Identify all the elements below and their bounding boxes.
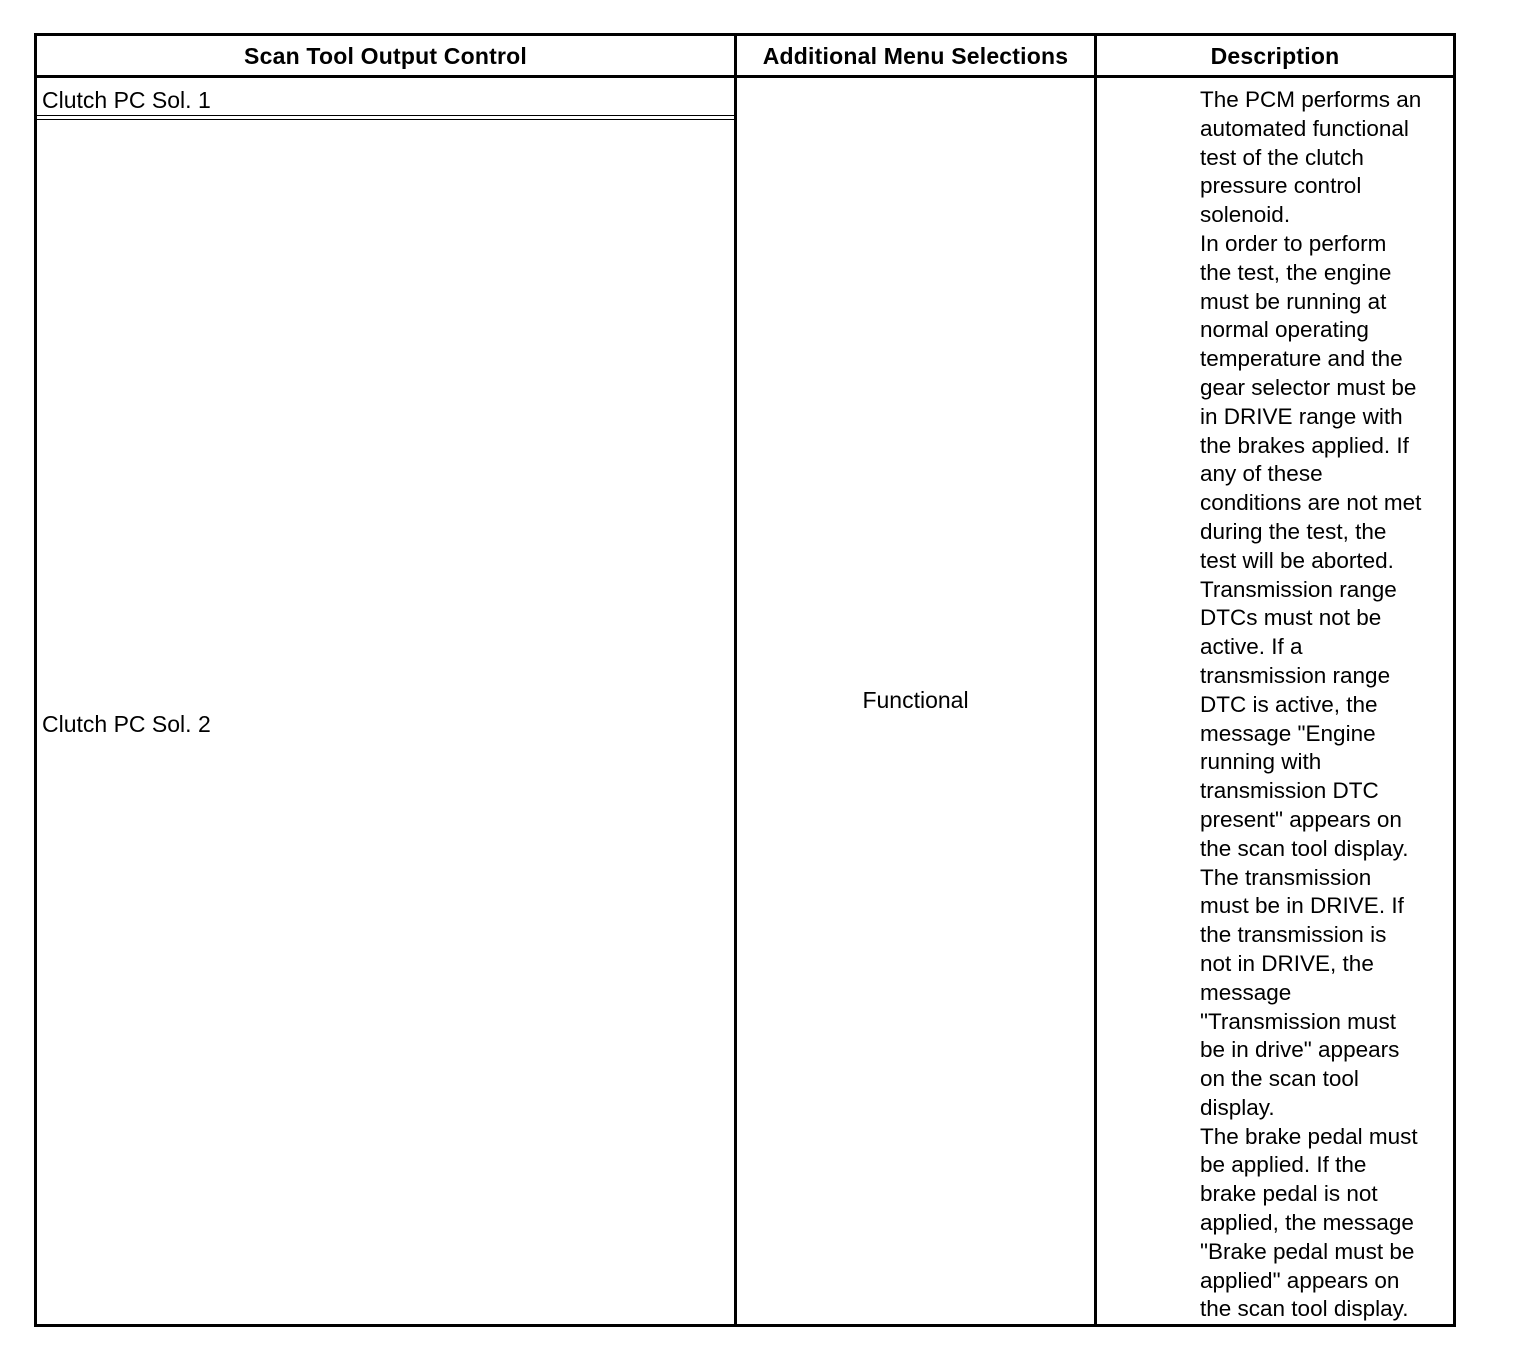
description-line: The PCM performs an [1200, 87, 1422, 112]
menu-selection-functional: Functional [862, 687, 969, 713]
description-line: applied, the message [1200, 1210, 1414, 1236]
scan-tool-output-table [34, 33, 1456, 1327]
description-line: any of these [1200, 461, 1323, 487]
description-line: The transmission [1200, 864, 1372, 890]
description-line: the brakes applied. If [1200, 432, 1409, 458]
description-line: transmission DTC [1200, 778, 1379, 804]
description-line: running with [1200, 749, 1322, 775]
description-line: display. [1200, 1094, 1275, 1120]
description-line: test will be aborted. [1200, 547, 1394, 573]
description-line: gear selector must be [1200, 374, 1417, 400]
description-line: must be in DRIVE. If [1200, 893, 1404, 919]
column-divider-1 [734, 36, 737, 1324]
description-line: DTC is active, the [1200, 691, 1378, 717]
description-line: test of the clutch [1200, 144, 1364, 170]
description-line: be applied. If the [1200, 1152, 1367, 1178]
description-line: brake pedal is not [1200, 1181, 1378, 1207]
description-line: "Transmission must [1200, 1008, 1396, 1034]
description-line: the scan tool display. [1200, 835, 1409, 861]
description-line: automated functional [1200, 115, 1409, 141]
description-line: present" appears on [1200, 806, 1402, 832]
description-line: The brake pedal must [1200, 1123, 1418, 1149]
header-description: Description [1210, 43, 1340, 69]
description-line: must be running at [1200, 288, 1387, 314]
description-line: be in drive" appears [1200, 1037, 1400, 1063]
description-line: "Brake pedal must be [1200, 1238, 1415, 1264]
row-divider-top [37, 115, 734, 116]
description-line: In order to perform [1200, 230, 1387, 256]
description-text [1200, 86, 1460, 1324]
description-line: DTCs must not be [1200, 605, 1382, 631]
description-line: Transmission range [1200, 576, 1397, 602]
row-divider-bottom [37, 119, 734, 120]
description-line: transmission range [1200, 662, 1391, 688]
description-line: normal operating [1200, 317, 1369, 343]
description-line: on the scan tool [1200, 1066, 1359, 1092]
description-line: applied" appears on [1200, 1267, 1400, 1293]
description-line: during the test, the [1200, 518, 1387, 544]
description-line: conditions are not met [1200, 490, 1422, 516]
header-scan-tool-output-control: Scan Tool Output Control [244, 43, 527, 69]
description-line: not in DRIVE, the [1200, 950, 1374, 976]
description-line: message "Engine [1200, 720, 1376, 746]
description-line: temperature and the [1200, 346, 1403, 372]
column-divider-2 [1094, 36, 1097, 1324]
description-line: message [1200, 979, 1292, 1005]
description-line: in DRIVE range with [1200, 403, 1403, 429]
output-control-clutch-pc-sol-2: Clutch PC Sol. 2 [42, 711, 211, 737]
description-line: the transmission is [1200, 922, 1387, 948]
description-line: the test, the engine [1200, 259, 1392, 285]
description-line: the scan tool display. [1200, 1296, 1409, 1322]
description-line: pressure control [1200, 173, 1362, 199]
output-control-clutch-pc-sol-1: Clutch PC Sol. 1 [42, 87, 211, 113]
description-line: solenoid. [1200, 202, 1291, 228]
header-additional-menu-selections: Additional Menu Selections [762, 43, 1069, 69]
description-line: active. If a [1200, 634, 1303, 660]
